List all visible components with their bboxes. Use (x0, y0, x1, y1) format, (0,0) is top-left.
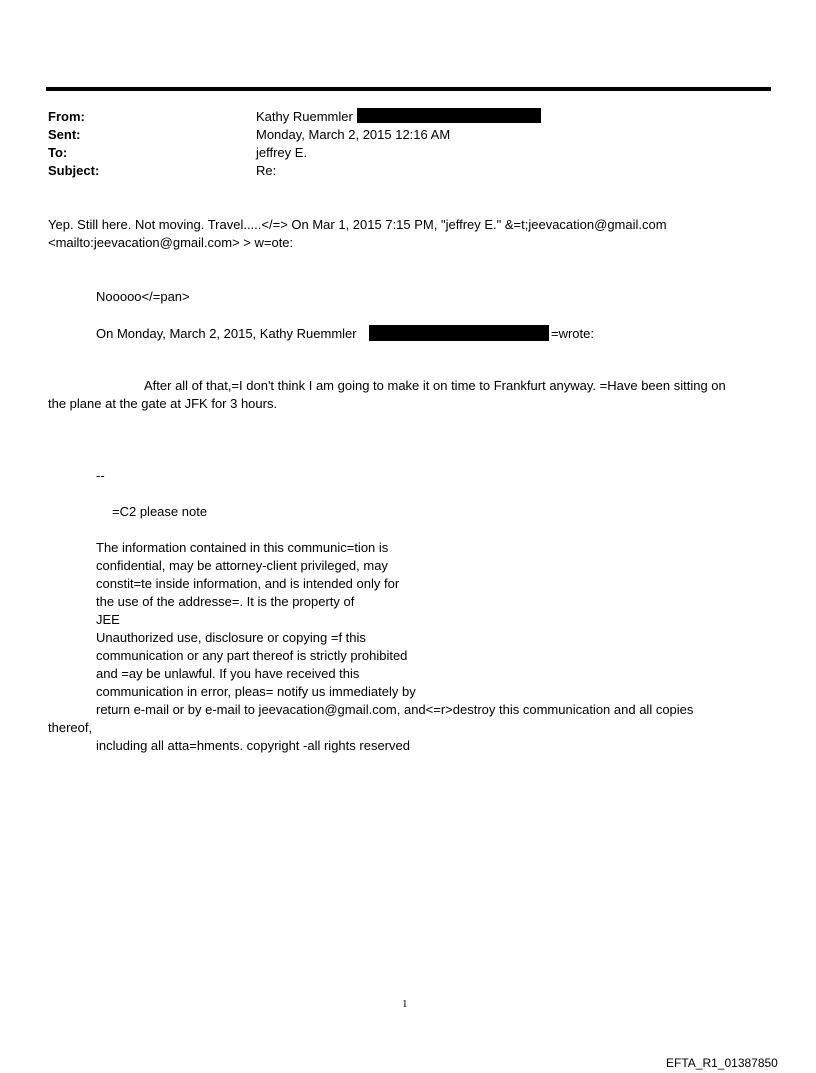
disclaimer-line: the use of the addresse=. It is the property of (96, 594, 355, 609)
signature-dashes: -- (96, 468, 105, 483)
body-line-2: <mailto:jeevacation@gmail.com> > w=ote: (48, 235, 294, 250)
sent-value: Monday, March 2, 2015 12:16 AM (256, 127, 451, 142)
quoted-line-1: After all of that,=I don't think I am going to make it on time to Frankfurt anyway. =Have been sitting on (144, 378, 726, 393)
to-value: jeffrey E. (256, 145, 308, 160)
disclaimer-line: return e-mail or by e-mail to jeevacation@gmail.com, and<=r>destroy this communication and all copies (96, 702, 694, 717)
subject-label: Subject: (48, 163, 100, 178)
quote-header-prefix: On Monday, March 2, 2015, Kathy Ruemmler (96, 326, 357, 341)
sent-label: Sent: (48, 127, 81, 142)
disclaimer-line: confidential, may be attorney-client privileged, may (96, 558, 388, 573)
disclaimer-line: Unauthorized use, disclosure or copying =f this (96, 630, 366, 645)
redaction-block (369, 325, 549, 341)
disclaimer-line: JEE (96, 612, 120, 627)
quote-header-suffix: =wrote: (551, 326, 594, 341)
disclaimer-line: and =ay be unlawful. If you have received this (96, 666, 360, 681)
header-rule (46, 87, 771, 91)
from-label: From: (48, 109, 85, 124)
disclaimer-thereof: thereof, (48, 720, 93, 735)
to-label: To: (48, 145, 68, 160)
disclaimer-last-line: including all atta=hments. copyright -all rights reserved (96, 738, 410, 753)
please-note: =C2 please note (112, 504, 208, 519)
nooooo-line: Nooooo</=pan> (96, 289, 190, 304)
disclaimer-line: constit=te inside information, and is intended only for (96, 576, 400, 591)
page-number: 1 (402, 998, 408, 1010)
disclaimer-line: The information contained in this communic=tion is (96, 540, 389, 555)
disclaimer-line: communication in error, pleas= notify us immediately by (96, 684, 416, 699)
subject-value: Re: (256, 163, 277, 178)
disclaimer-line: communication or any part thereof is strictly prohibited (96, 648, 408, 663)
from-value: Kathy Ruemmler (256, 109, 353, 124)
body-line-1: Yep. Still here. Not moving. Travel.....</=> On Mar 1, 2015 7:15 PM, "jeffrey E." &=t;jeevacation@gmail.com (48, 217, 667, 232)
bates-number: EFTA_R1_01387850 (666, 1056, 778, 1070)
quoted-line-2: the plane at the gate at JFK for 3 hours. (48, 396, 278, 411)
redaction-block (357, 108, 541, 123)
